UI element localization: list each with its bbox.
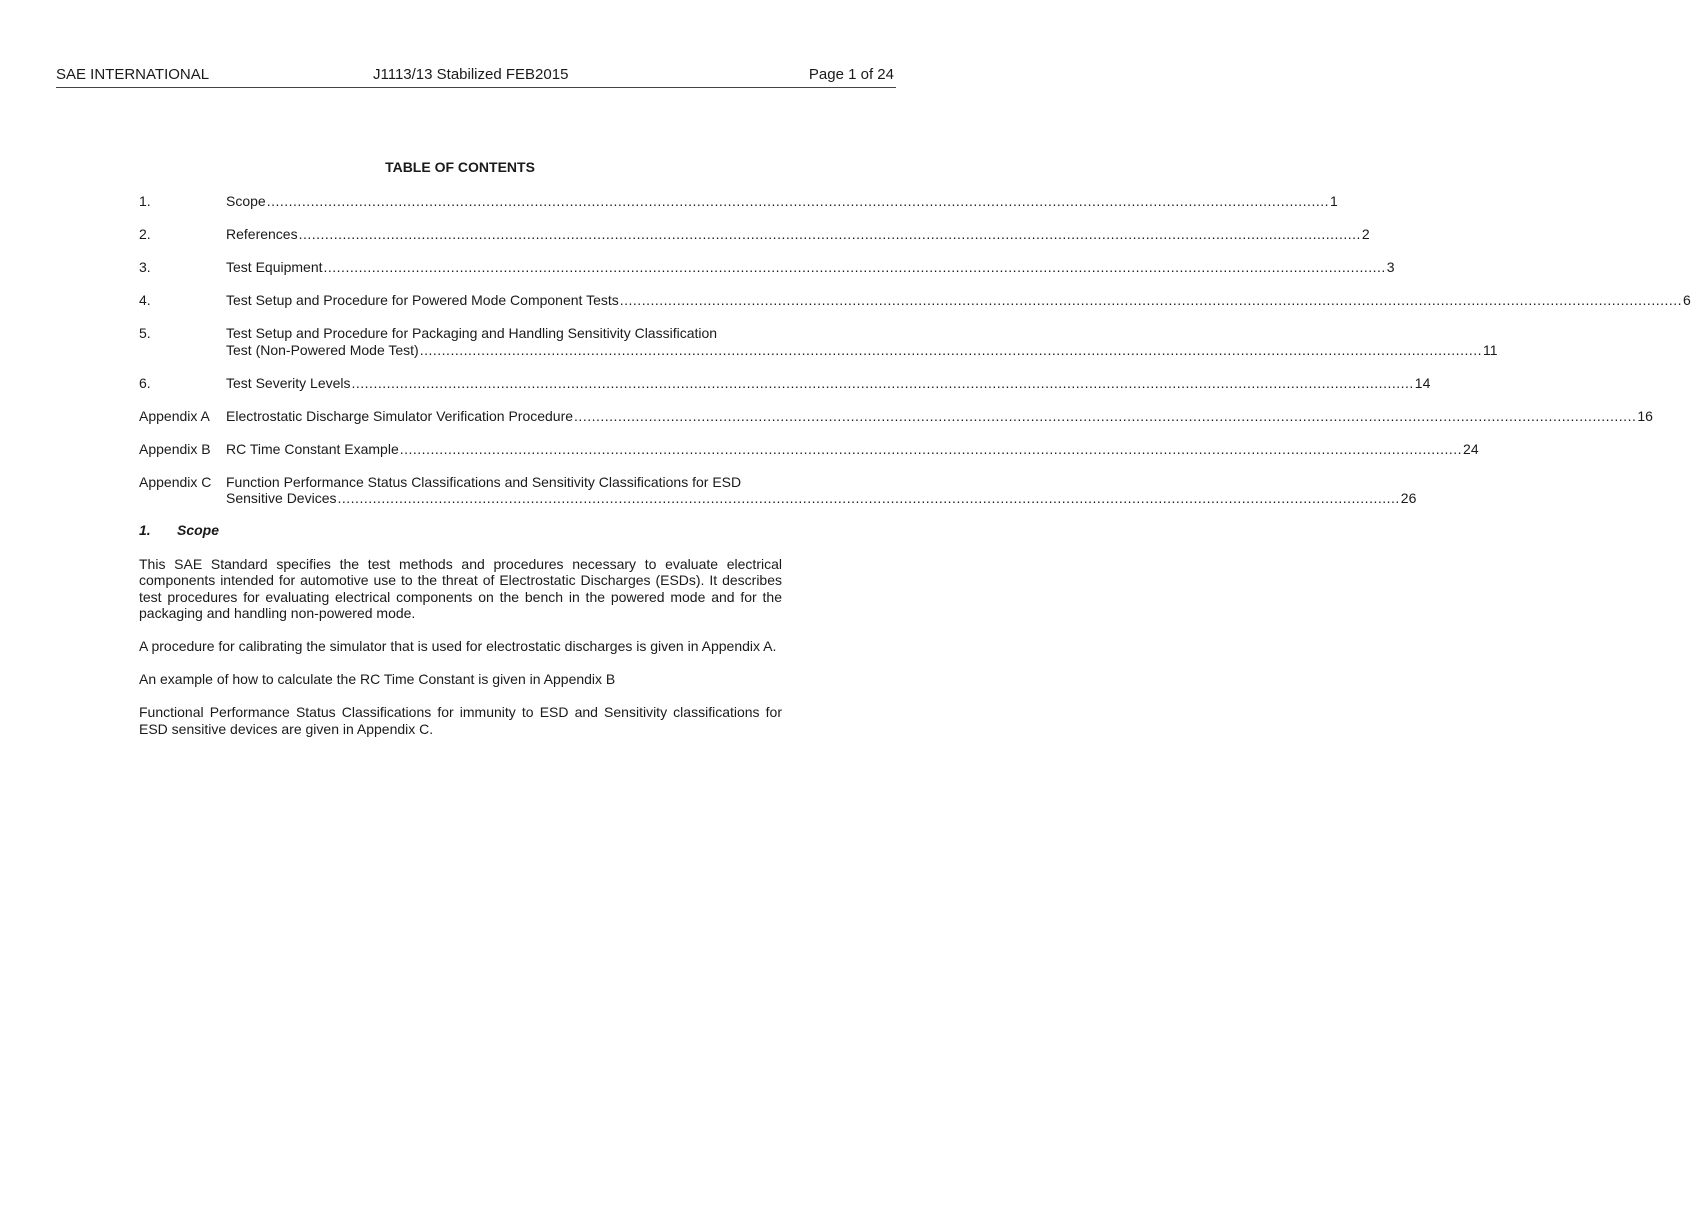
- toc-leader-dots: [299, 226, 1361, 243]
- toc-entry-title-line: Function Performance Status Classifications and Sensitivity Classifications for ESD: [226, 473, 742, 490]
- toc-entry[interactable]: [139, 292, 1691, 309]
- toc-entry-page: 24: [1463, 440, 1479, 457]
- paragraph: This SAE Standard specifies the test methods and procedures necessary to evaluate electrical components intended for automotive use to the threat of Electrostatic Discharges (ESDs). It describes test procedures for evaluating electrical components on the bench in the powered mode and for the packaging and handling non-powered mode.: [139, 555, 782, 621]
- toc-leader-dots: [400, 441, 1462, 458]
- header-document-id: J1113/13 Stabilized FEB2015: [373, 66, 569, 83]
- toc-entry-number: Appendix A: [139, 407, 210, 424]
- toc-entry[interactable]: [139, 259, 1395, 276]
- toc-entry-number: 5.: [139, 325, 151, 341]
- toc-entry[interactable]: [139, 374, 1431, 392]
- toc-entry-title: Test (Non-Powered Mode Test): [226, 341, 419, 358]
- table-of-contents: [139, 193, 1691, 523]
- toc-entry-number: 2.: [139, 226, 151, 242]
- toc-entry-title: Scope: [226, 193, 266, 209]
- toc-leader-dots: [620, 292, 1682, 309]
- toc-entry[interactable]: [139, 226, 1370, 243]
- paragraph: A procedure for calibrating the simulator that is used for electrostatic discharges is given in Appendix A.: [139, 638, 777, 654]
- toc-entry-title: Test Severity Levels: [226, 374, 351, 391]
- toc-entry-title-line: Test Setup and Procedure for Packaging and Handling Sensitivity Classification: [226, 325, 718, 341]
- toc-entry[interactable]: [139, 440, 1479, 458]
- toc-entry-title: RC Time Constant Example: [226, 440, 399, 457]
- toc-title: TABLE OF CONTENTS: [385, 159, 535, 175]
- toc-entry-number: 4.: [139, 292, 151, 308]
- toc-entry-page: 2: [1361, 226, 1370, 242]
- toc-entry-number: Appendix B: [139, 440, 211, 457]
- toc-leader-dots: [338, 490, 1400, 507]
- page-header: [56, 66, 896, 88]
- toc-leader-dots: [324, 259, 1386, 276]
- toc-leader-dots: [420, 342, 1482, 359]
- toc-entry-title: Test Setup and Procedure for Powered Mode Component Tests: [226, 292, 619, 308]
- paragraph: An example of how to calculate the RC Time Constant is given in Appendix B: [139, 671, 616, 687]
- toc-entry-page: 6: [1683, 292, 1691, 308]
- toc-entry-page: 26: [1400, 490, 1417, 506]
- toc-entry-number: 1.: [139, 193, 151, 209]
- section-title: Scope: [177, 522, 220, 538]
- toc-entry-title: Electrostatic Discharge Simulator Verification Procedure: [226, 407, 574, 424]
- toc-entry[interactable]: [139, 407, 1653, 425]
- toc-entry-title: References: [226, 226, 298, 242]
- toc-entry-title: Sensitive Devices: [226, 490, 337, 506]
- toc-entry-page: 14: [1414, 374, 1431, 391]
- toc-entry-page: 3: [1386, 259, 1395, 275]
- toc-entry-page: 1: [1330, 193, 1338, 209]
- paragraph: Functional Performance Status Classifications for immunity to ESD and Sensitivity classifications for ESD sensitive devices are given in Appendix C.: [139, 704, 782, 737]
- toc-entry[interactable]: [139, 325, 1498, 358]
- toc-entry-page: 11: [1483, 341, 1498, 358]
- toc-leader-dots: [574, 408, 1636, 425]
- section-heading: [139, 522, 782, 539]
- toc-entry[interactable]: [139, 473, 1417, 507]
- scope-section: [139, 522, 782, 754]
- toc-leader-dots: [352, 375, 1414, 392]
- toc-leader-dots: [267, 193, 1329, 210]
- toc-entry-page: 16: [1637, 407, 1653, 424]
- header-organization: SAE INTERNATIONAL: [56, 66, 210, 83]
- toc-entry[interactable]: [139, 193, 1338, 210]
- toc-entry-number: 3.: [139, 259, 151, 275]
- section-number: 1.: [139, 522, 151, 538]
- toc-entry-number: 6.: [139, 374, 151, 391]
- toc-entry-number: Appendix C: [139, 473, 212, 490]
- toc-entry-title: Test Equipment: [226, 259, 323, 275]
- header-page-number: Page 1 of 24: [808, 66, 894, 83]
